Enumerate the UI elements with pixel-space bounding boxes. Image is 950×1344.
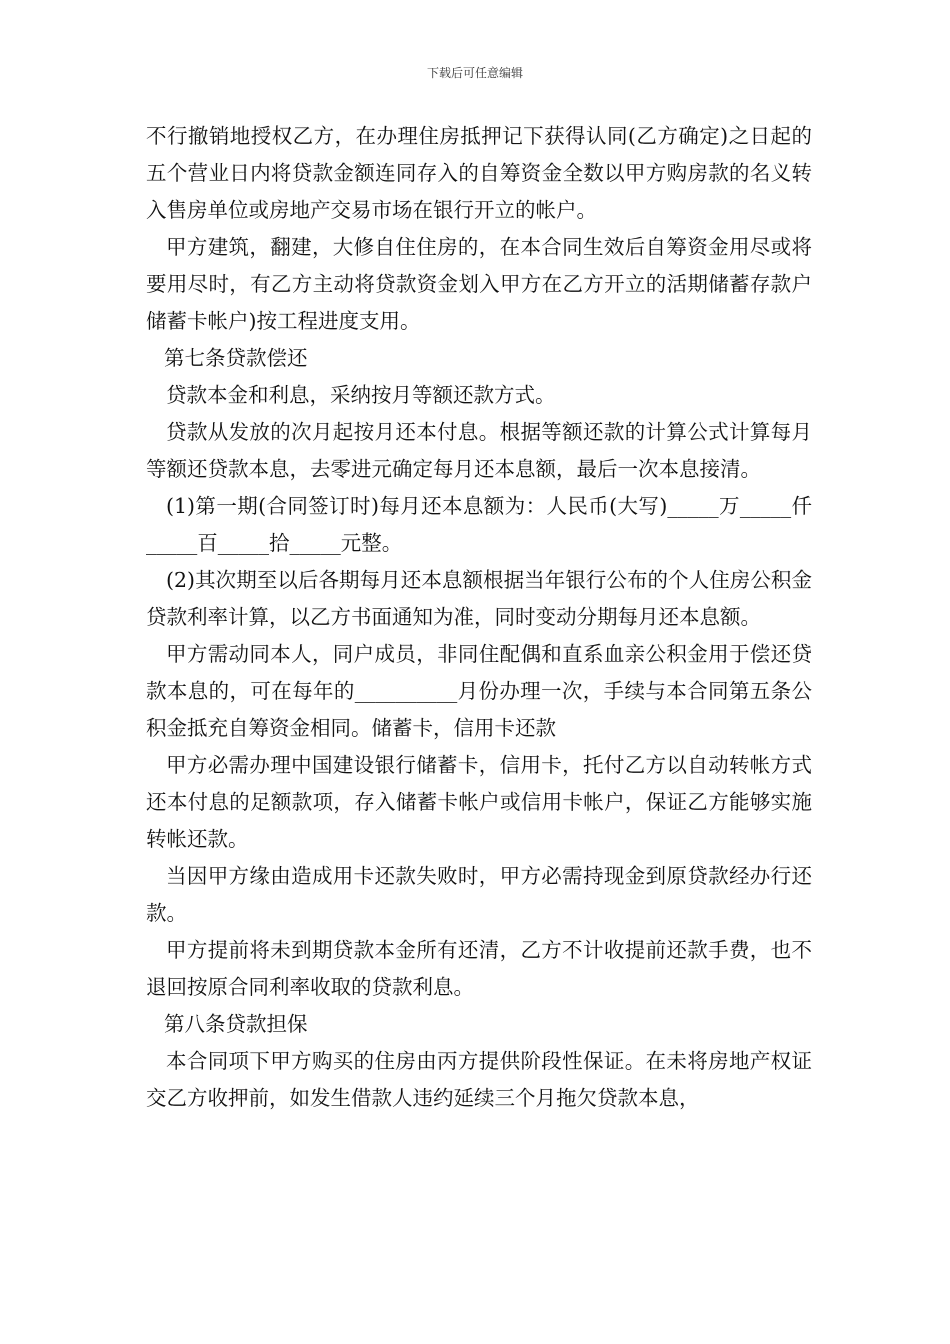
paragraph: (1)第一期(合同签订时)每月还本息额为：人民币(大写)_____万_____仟_____百_____拾_____元整。 bbox=[146, 494, 812, 555]
paragraph: 贷款本金和利息，采纳按月等额还款方式。 bbox=[166, 383, 556, 407]
paragraph: 甲方需动同本人，同户成员，非同住配偶和直系血亲公积金用于偿还贷款本息的，可在每年的__________月份办理一次，手续与本合同第五条公积金抵充自筹资金相同。储蓄卡，信用卡还款 bbox=[146, 642, 812, 740]
section-heading: 第七条贷款偿还 bbox=[164, 346, 308, 370]
paragraph: 甲方提前将未到期贷款本金所有还清，乙方不计收提前还款手费，也不退回按原合同利率收取的贷款利息。 bbox=[146, 938, 812, 999]
paragraph: 当因甲方缘由造成用卡还款失败时，甲方必需持现金到原贷款经办行还款。 bbox=[146, 864, 812, 925]
paragraph: 甲方建筑，翻建，大修自住住房的，在本合同生效后自筹资金用尽或将要用尽时，有乙方主动将贷款资金划入甲方在乙方开立的活期储蓄存款户储蓄卡帐户)按工程进度支用。 bbox=[146, 235, 812, 333]
document-body bbox=[146, 118, 812, 1117]
paragraph: 甲方必需办理中国建设银行储蓄卡，信用卡，托付乙方以自动转帐方式还本付息的足额款项，存入储蓄卡帐户或信用卡帐户，保证乙方能够实施转帐还款。 bbox=[146, 753, 812, 851]
paragraph: 贷款从发放的次月起按月还本付息。根据等额还款的计算公式计算每月等额还贷款本息，去零进元确定每月还本息额，最后一次本息接清。 bbox=[146, 420, 812, 481]
paragraph: (2)其次期至以后各期每月还本息额根据当年银行公布的个人住房公积金贷款利率计算，以乙方书面通知为准，同时变动分期每月还本息额。 bbox=[146, 568, 812, 629]
section-heading: 第八条贷款担保 bbox=[164, 1012, 308, 1036]
paragraph: 不行撤销地授权乙方，在办理住房抵押记下获得认同(乙方确定)之日起的五个营业日内将贷款金额连同存入的自筹资金全数以甲方购房款的名义转入售房单位或房地产交易市场在银行开立的帐户。 bbox=[146, 124, 812, 222]
page-header: 下载后可任意编辑 bbox=[426, 66, 523, 80]
paragraph: 本合同项下甲方购买的住房由丙方提供阶段性保证。在未将房地产权证交乙方收押前，如发生借款人违约延续三个月拖欠贷款本息， bbox=[146, 1049, 812, 1110]
